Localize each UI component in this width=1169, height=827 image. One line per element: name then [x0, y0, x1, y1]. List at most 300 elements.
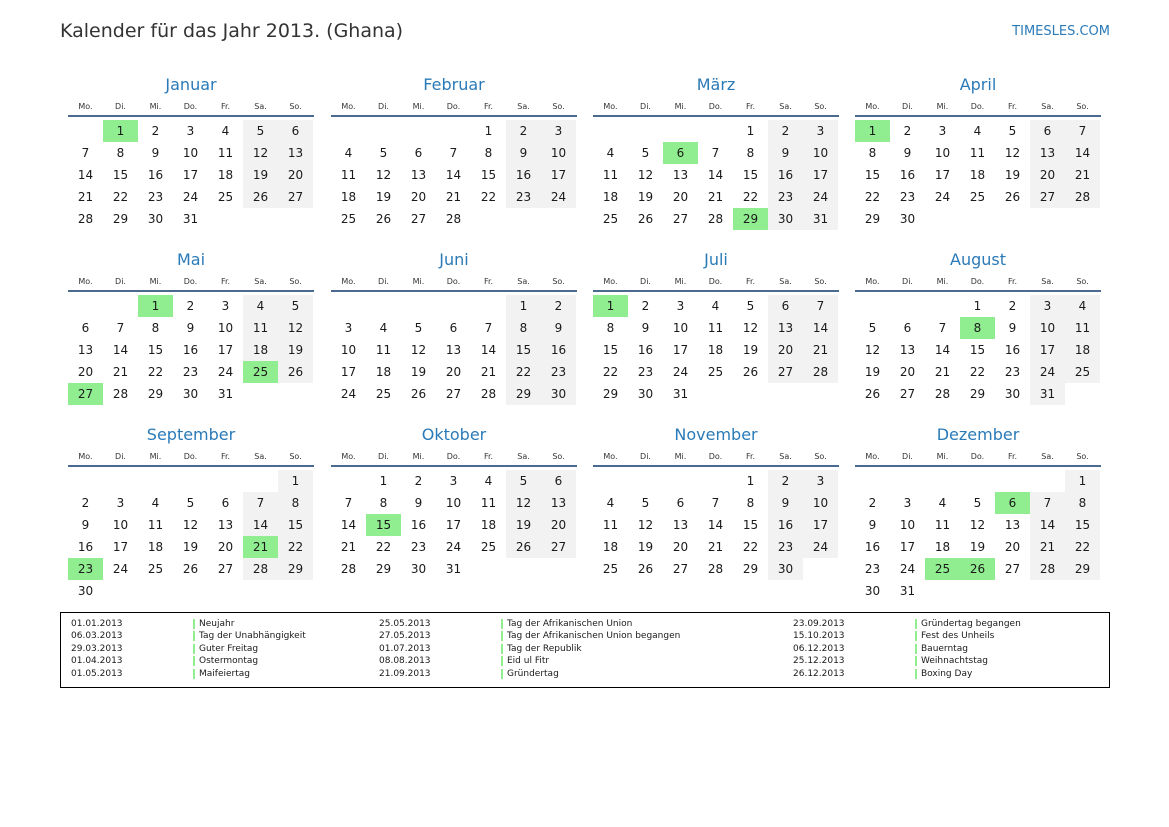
weekday-label: Mi. [674, 277, 687, 286]
day-cell: 16 [410, 518, 427, 532]
weekday-label: Do. [183, 277, 198, 286]
weekday-label: Mo. [341, 277, 356, 286]
day-cell: 3 [938, 124, 947, 138]
day-cell: 22 [480, 190, 497, 204]
day-cell: 8 [484, 146, 493, 160]
holiday-legend [60, 612, 1110, 688]
day-cell: 22 [287, 540, 304, 554]
holiday-name: Tag der Afrikanischen Union [507, 619, 633, 629]
day-cell: 23 [864, 562, 881, 576]
day-cell: 25 [969, 190, 986, 204]
days-grid [331, 470, 577, 602]
day-cell: 17 [934, 168, 951, 182]
day-cell: 8 [151, 321, 160, 335]
holiday-name: Eid ul Fitr [507, 656, 550, 667]
day-cell: 26 [182, 562, 199, 576]
weekday-label: So. [1076, 452, 1089, 461]
holiday-date: 21.09.2013 [379, 668, 431, 679]
weekday-label: Sa. [779, 452, 792, 461]
day-cell: 21 [1039, 540, 1056, 554]
weekday-label: Di. [640, 102, 651, 111]
day-cell: 14 [445, 168, 462, 182]
holiday-date: 01.04.2013 [71, 656, 123, 667]
day-cell: 20 [410, 190, 427, 204]
weekday-label: So. [814, 452, 827, 461]
holiday-marker [915, 656, 917, 666]
day-cell: 7 [449, 146, 458, 160]
day-cell: 29 [287, 562, 304, 576]
holiday-day-cell: 1 [593, 295, 628, 317]
day-cell: 24 [182, 190, 199, 204]
day-cell: 27 [217, 562, 234, 576]
day-cell: 15 [864, 168, 881, 182]
day-cell: 26 [864, 387, 881, 401]
site-link[interactable]: TIMESLES.COM [1012, 24, 1110, 39]
day-cell: 18 [602, 540, 619, 554]
weekday-label: Do. [708, 102, 723, 111]
day-cell: 7 [116, 321, 125, 335]
holiday-date: 08.08.2013 [379, 656, 431, 667]
day-cell: 4 [484, 474, 493, 488]
day-cell: 17 [1039, 343, 1056, 357]
day-cell: 9 [519, 146, 528, 160]
day-cell: 9 [414, 496, 423, 510]
weekday-label: Fr. [1007, 277, 1018, 286]
holiday-name: Neujahr [199, 619, 235, 629]
day-cell: 7 [711, 496, 720, 510]
day-cell: 19 [375, 190, 392, 204]
day-cell: 4 [606, 146, 615, 160]
day-cell: 30 [777, 562, 794, 576]
day-cell: 16 [777, 168, 794, 182]
day-cell: 20 [287, 168, 304, 182]
day-cell: 22 [742, 540, 759, 554]
month-name: Juni [439, 250, 469, 269]
weekday-label: So. [814, 277, 827, 286]
weekday-header [68, 101, 314, 113]
holiday-day-cell: 1 [855, 120, 890, 142]
holiday-day-cell: 15 [366, 514, 401, 536]
holiday-day-cell: 1 [103, 120, 138, 142]
day-cell: 23 [515, 190, 532, 204]
day-cell: 26 [742, 365, 759, 379]
day-cell: 24 [445, 540, 462, 554]
holiday-day-cell: 8 [960, 317, 995, 339]
day-cell: 11 [969, 146, 986, 160]
day-cell: 14 [252, 518, 269, 532]
day-cell: 31 [217, 387, 234, 401]
weekday-label: Di. [378, 452, 389, 461]
weekday-header [855, 451, 1101, 463]
weekday-label: Mo. [603, 452, 618, 461]
day-cell: 7 [1078, 124, 1087, 138]
day-cell: 3 [186, 124, 195, 138]
weekday-label: Do. [970, 277, 985, 286]
day-cell: 10 [672, 321, 689, 335]
holiday-name: Boxing Day [921, 668, 973, 679]
holiday-date: 15.10.2013 [793, 631, 845, 642]
day-cell: 4 [606, 496, 615, 510]
holiday-day-cell: 6 [995, 492, 1030, 514]
day-cell: 26 [252, 190, 269, 204]
weekday-label: Sa. [254, 102, 267, 111]
holiday-day-cell: 29 [733, 208, 768, 230]
weekday-label: Sa. [779, 102, 792, 111]
day-cell: 31 [1039, 387, 1056, 401]
day-cell: 24 [112, 562, 129, 576]
weekday-label: Mi. [674, 452, 687, 461]
days-grid [593, 295, 839, 427]
weekday-label: Fr. [745, 277, 756, 286]
day-cell: 1 [519, 299, 528, 313]
day-cell: 14 [934, 343, 951, 357]
weekday-label: Sa. [254, 277, 267, 286]
day-cell: 16 [77, 540, 94, 554]
holiday-name: Tag der Afrikanischen Union begangen [507, 631, 681, 642]
day-cell: 3 [344, 321, 353, 335]
weekday-label: Fr. [220, 102, 231, 111]
weekday-header [855, 101, 1101, 113]
holiday-date: 01.05.2013 [71, 668, 123, 679]
day-cell: 13 [287, 146, 304, 160]
day-cell: 29 [515, 387, 532, 401]
day-cell: 13 [1004, 518, 1021, 532]
day-cell: 25 [375, 387, 392, 401]
day-cell: 23 [637, 365, 654, 379]
day-cell: 13 [410, 168, 427, 182]
day-cell: 16 [550, 343, 567, 357]
day-cell: 11 [480, 496, 497, 510]
day-cell: 19 [969, 540, 986, 554]
day-cell: 15 [742, 518, 759, 532]
day-cell: 12 [969, 518, 986, 532]
day-cell: 21 [1074, 168, 1091, 182]
day-cell: 27 [777, 365, 794, 379]
day-cell: 24 [550, 190, 567, 204]
weekday-label: Sa. [1041, 277, 1054, 286]
day-cell: 23 [899, 190, 916, 204]
day-cell: 23 [777, 190, 794, 204]
day-cell: 15 [515, 343, 532, 357]
month-name: Oktober [421, 425, 487, 444]
day-cell: 29 [1074, 562, 1091, 576]
day-cell: 7 [81, 146, 90, 160]
day-cell: 18 [217, 168, 234, 182]
day-cell: 22 [969, 365, 986, 379]
holiday-marker [193, 669, 195, 679]
holiday-name: Gründertag [507, 668, 559, 679]
day-cell: 6 [414, 146, 423, 160]
weekday-header [68, 276, 314, 288]
day-cell: 13 [217, 518, 234, 532]
day-cell: 15 [602, 343, 619, 357]
day-cell: 25 [602, 562, 619, 576]
day-cell: 18 [252, 343, 269, 357]
day-cell: 5 [186, 496, 195, 510]
day-cell: 12 [410, 343, 427, 357]
day-cell: 21 [934, 365, 951, 379]
holiday-name: Bauerntag [921, 643, 968, 654]
day-cell: 8 [746, 496, 755, 510]
day-cell: 20 [77, 365, 94, 379]
weekday-label: Fr. [483, 102, 494, 111]
day-cell: 27 [445, 387, 462, 401]
day-cell: 15 [1074, 518, 1091, 532]
day-cell: 10 [182, 146, 199, 160]
day-cell: 30 [182, 387, 199, 401]
weekday-label: Mi. [149, 277, 162, 286]
day-cell: 18 [480, 518, 497, 532]
day-cell: 17 [550, 168, 567, 182]
day-cell: 23 [550, 365, 567, 379]
day-cell: 29 [375, 562, 392, 576]
holiday-marker [501, 644, 503, 654]
holiday-day-cell: 25 [925, 558, 960, 580]
weekday-label: Mo. [603, 277, 618, 286]
day-cell: 3 [221, 299, 230, 313]
day-cell: 26 [375, 212, 392, 226]
day-cell: 15 [969, 343, 986, 357]
day-cell: 27 [672, 212, 689, 226]
day-cell: 19 [287, 343, 304, 357]
holiday-date: 06.12.2013 [793, 643, 845, 654]
day-cell: 6 [554, 474, 563, 488]
weekday-label: Di. [115, 277, 126, 286]
weekday-label: So. [1076, 102, 1089, 111]
weekday-label: Mi. [412, 102, 425, 111]
weekday-label: Mi. [936, 277, 949, 286]
holiday-day-cell: 23 [68, 558, 103, 580]
day-cell: 14 [812, 321, 829, 335]
day-cell: 4 [344, 146, 353, 160]
day-cell: 11 [217, 146, 234, 160]
weekday-label: Mi. [674, 102, 687, 111]
day-cell: 4 [938, 496, 947, 510]
day-cell: 14 [707, 168, 724, 182]
day-cell: 16 [515, 168, 532, 182]
weekday-header [593, 101, 839, 113]
day-cell: 10 [445, 496, 462, 510]
day-cell: 1 [746, 474, 755, 488]
weekday-label: So. [1076, 277, 1089, 286]
weekday-label: Mo. [78, 102, 93, 111]
day-cell: 27 [899, 387, 916, 401]
day-cell: 28 [445, 212, 462, 226]
day-cell: 3 [116, 496, 125, 510]
day-cell: 21 [445, 190, 462, 204]
day-cell: 1 [291, 474, 300, 488]
day-cell: 29 [864, 212, 881, 226]
holiday-day-cell: 27 [68, 383, 103, 405]
day-cell: 18 [147, 540, 164, 554]
weekday-label: Di. [902, 102, 913, 111]
day-cell: 9 [868, 518, 877, 532]
weekday-label: Do. [446, 277, 461, 286]
day-cell: 20 [899, 365, 916, 379]
weekday-label: So. [289, 277, 302, 286]
day-cell: 5 [414, 321, 423, 335]
day-cell: 10 [217, 321, 234, 335]
day-cell: 1 [484, 124, 493, 138]
day-cell: 5 [291, 299, 300, 313]
weekday-label: Fr. [483, 452, 494, 461]
days-grid [855, 470, 1101, 602]
day-cell: 8 [868, 146, 877, 160]
weekday-label: Mo. [865, 277, 880, 286]
day-cell: 26 [515, 540, 532, 554]
day-cell: 20 [1039, 168, 1056, 182]
day-cell: 21 [707, 190, 724, 204]
day-cell: 27 [672, 562, 689, 576]
day-cell: 6 [1043, 124, 1052, 138]
day-cell: 13 [777, 321, 794, 335]
day-cell: 19 [637, 190, 654, 204]
day-cell: 13 [899, 343, 916, 357]
day-cell: 10 [812, 146, 829, 160]
weekday-label: Mo. [865, 102, 880, 111]
day-cell: 19 [637, 540, 654, 554]
day-cell: 8 [606, 321, 615, 335]
day-cell: 8 [746, 146, 755, 160]
weekday-label: Fr. [483, 277, 494, 286]
day-cell: 6 [81, 321, 90, 335]
weekday-label: Sa. [254, 452, 267, 461]
holiday-marker [915, 619, 917, 629]
days-grid [68, 470, 314, 602]
header-divider [331, 290, 577, 292]
day-cell: 24 [1039, 365, 1056, 379]
day-cell: 16 [147, 168, 164, 182]
day-cell: 31 [672, 387, 689, 401]
days-grid [855, 295, 1101, 427]
day-cell: 21 [112, 365, 129, 379]
holiday-day-cell: 1 [138, 295, 173, 317]
day-cell: 3 [1043, 299, 1052, 313]
day-cell: 12 [864, 343, 881, 357]
day-cell: 20 [217, 540, 234, 554]
day-cell: 18 [934, 540, 951, 554]
day-cell: 15 [147, 343, 164, 357]
holiday-marker [193, 631, 195, 641]
holiday-day-cell: 25 [243, 361, 278, 383]
month-name: Juli [704, 250, 728, 269]
day-cell: 5 [379, 146, 388, 160]
day-cell: 19 [252, 168, 269, 182]
holiday-marker [193, 644, 195, 654]
day-cell: 17 [672, 343, 689, 357]
day-cell: 29 [147, 387, 164, 401]
weekday-label: So. [289, 102, 302, 111]
day-cell: 26 [410, 387, 427, 401]
day-cell: 30 [899, 212, 916, 226]
day-cell: 18 [707, 343, 724, 357]
weekday-header [331, 451, 577, 463]
day-cell: 22 [147, 365, 164, 379]
month-name: August [950, 250, 1006, 269]
day-cell: 23 [147, 190, 164, 204]
month-name: Mai [176, 250, 206, 269]
day-cell: 6 [291, 124, 300, 138]
weekday-header [331, 276, 577, 288]
day-cell: 29 [969, 387, 986, 401]
holiday-marker [915, 644, 917, 654]
days-grid [593, 120, 839, 252]
weekday-label: Di. [902, 277, 913, 286]
day-cell: 31 [182, 212, 199, 226]
day-cell: 1 [379, 474, 388, 488]
month-name: September [146, 425, 236, 444]
weekday-label: Fr. [745, 102, 756, 111]
day-cell: 16 [864, 540, 881, 554]
day-cell: 8 [519, 321, 528, 335]
day-cell: 5 [641, 146, 650, 160]
weekday-label: Fr. [1007, 452, 1018, 461]
holiday-date: 25.05.2013 [379, 619, 431, 629]
day-cell: 21 [707, 540, 724, 554]
day-cell: 2 [903, 124, 912, 138]
weekday-label: Do. [970, 452, 985, 461]
day-cell: 17 [899, 540, 916, 554]
day-cell: 4 [256, 299, 265, 313]
day-cell: 27 [1039, 190, 1056, 204]
weekday-header [855, 276, 1101, 288]
day-cell: 21 [480, 365, 497, 379]
day-cell: 24 [812, 540, 829, 554]
day-cell: 11 [375, 343, 392, 357]
weekday-label: Mi. [412, 277, 425, 286]
day-cell: 4 [221, 124, 230, 138]
day-cell: 6 [221, 496, 230, 510]
day-cell: 9 [186, 321, 195, 335]
day-cell: 24 [812, 190, 829, 204]
header-divider [855, 115, 1101, 117]
holiday-marker [501, 619, 503, 629]
weekday-label: Mi. [412, 452, 425, 461]
days-grid [68, 295, 314, 427]
day-cell: 12 [1004, 146, 1021, 160]
day-cell: 4 [1078, 299, 1087, 313]
weekday-label: Sa. [517, 277, 530, 286]
day-cell: 22 [602, 365, 619, 379]
day-cell: 9 [903, 146, 912, 160]
day-cell: 28 [252, 562, 269, 576]
holiday-date: 23.09.2013 [793, 619, 845, 629]
holiday-date: 06.03.2013 [71, 631, 123, 642]
day-cell: 6 [781, 299, 790, 313]
day-cell: 1 [973, 299, 982, 313]
day-cell: 18 [375, 365, 392, 379]
day-cell: 10 [340, 343, 357, 357]
weekday-label: Di. [378, 277, 389, 286]
day-cell: 11 [602, 518, 619, 532]
day-cell: 15 [112, 168, 129, 182]
day-cell: 3 [554, 124, 563, 138]
holiday-date: 01.07.2013 [379, 643, 431, 654]
day-cell: 9 [781, 496, 790, 510]
weekday-label: So. [552, 452, 565, 461]
day-cell: 2 [781, 474, 790, 488]
day-cell: 19 [742, 343, 759, 357]
day-cell: 2 [1008, 299, 1017, 313]
day-cell: 10 [899, 518, 916, 532]
day-cell: 24 [934, 190, 951, 204]
day-cell: 2 [519, 124, 528, 138]
weekday-label: Fr. [1007, 102, 1018, 111]
weekday-label: Do. [708, 277, 723, 286]
weekday-label: Mi. [149, 452, 162, 461]
holiday-date: 27.05.2013 [379, 631, 431, 642]
weekday-label: Sa. [517, 452, 530, 461]
